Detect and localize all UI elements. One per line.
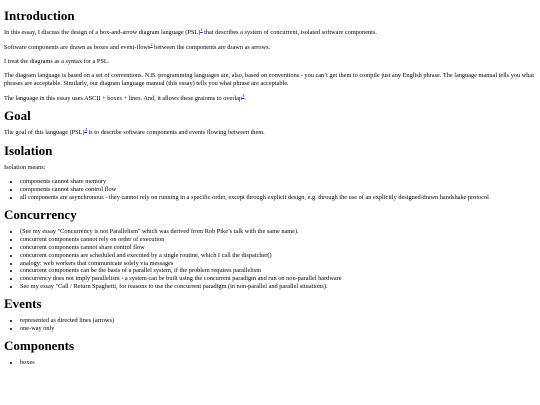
- intro-p1-text: In this essay, I discuss the design of a box-and-arrow diagram language (PSL): [4, 29, 201, 37]
- footnote-link-2[interactable]: 2: [150, 41, 153, 47]
- list-item: • represented as directed lines (arrows): [20, 317, 536, 325]
- list-item: • concurrent components are scheduled and executed by a single routine, which I call the dispatcher(): [20, 252, 536, 260]
- concurrency-list: [4, 228, 536, 291]
- list-item: • analogy: web workers that communicate solely via messages: [20, 260, 536, 268]
- list-item: • all components are asynchronous - they cannot rely on running in a specific order, except through explicit design, e.g. through the use of an explicitly designed/drawn handshake protocol: [20, 194, 536, 202]
- intro-p2-text: Software components are drawn as boxes and event-flows: [4, 43, 151, 51]
- intro-paragraph-4: The diagram language is based on a set of conventions. N.B. programming languages are, also, based on conventions - you can’t get them to compile just any English phrase. The language manual tells you what phrases are acceptable. Similarly, our diagram language manual (this essay) tells you what phrase are acceptable.: [4, 72, 534, 88]
- heading-introduction: Introduction: [4, 8, 75, 23]
- intro-p5-text-after: .: [244, 94, 246, 102]
- list-item: • one-way only: [20, 325, 536, 333]
- intro-paragraph-5: [4, 92, 536, 103]
- intro-p5-text: The language in this essay uses ASCII + boxes + lines. And, it allows these graioms to overlap: [4, 94, 243, 102]
- list-item: • concurrent components can be the basis of a parallel system, if the problem requires parallelism: [20, 267, 536, 275]
- list-item: • boxes: [20, 359, 536, 367]
- heading-concurrency: Concurrency: [4, 206, 77, 222]
- list-item: • concurrent components cannot share control flow: [20, 244, 536, 252]
- goal-p1-text-after: is to describe software components and events flowing between them.: [86, 129, 265, 137]
- list-item: • components cannot share memory: [20, 178, 536, 186]
- heading-components: Components: [4, 338, 75, 354]
- intro-p2-text-after: between the components are drawn as arrows.: [152, 43, 271, 51]
- components-list: [4, 359, 536, 367]
- footnote-link-3[interactable]: 3: [242, 92, 245, 98]
- list-item: • components cannot share control flow: [20, 186, 536, 194]
- intro-p1-text-after: that describes a system of concurrent, isolated software components.: [202, 29, 377, 37]
- goal-p1-text: The goal of this language (PSL): [4, 129, 85, 137]
- isolation-intro: Isolation means:: [4, 163, 46, 171]
- heading-isolation: Isolation: [4, 142, 53, 158]
- heading-events: Events: [4, 296, 42, 312]
- list-item: • concurrent components cannot rely on order of execution: [20, 236, 536, 244]
- footnote-link-4[interactable]: 4: [84, 127, 87, 133]
- intro-paragraph-1: [4, 29, 536, 37]
- footnote-link-1[interactable]: 1: [200, 27, 203, 33]
- list-item: • (See my essay "Concurrency is not Parallelism" which was derived from Rob Pike’s talk with the same name).: [20, 228, 536, 236]
- list-item: • concurrency does not imply parallelism - a system can be built using the concurrent paradigm and run on non-parallel hardware: [20, 275, 536, 283]
- goal-paragraph-1: [4, 129, 536, 137]
- heading-goal: Goal: [4, 107, 31, 123]
- isolation-list: [4, 178, 536, 202]
- events-list: [4, 317, 536, 333]
- intro-paragraph-2: [4, 41, 536, 52]
- intro-paragraph-3: I treat the diagrams as a syntax for a PSL.: [4, 58, 110, 66]
- list-item: • See my essay "Call / Return Spaghetti, for reasons to use the concurrent paradigm (in non-parallel and parallel situations).: [20, 283, 536, 291]
